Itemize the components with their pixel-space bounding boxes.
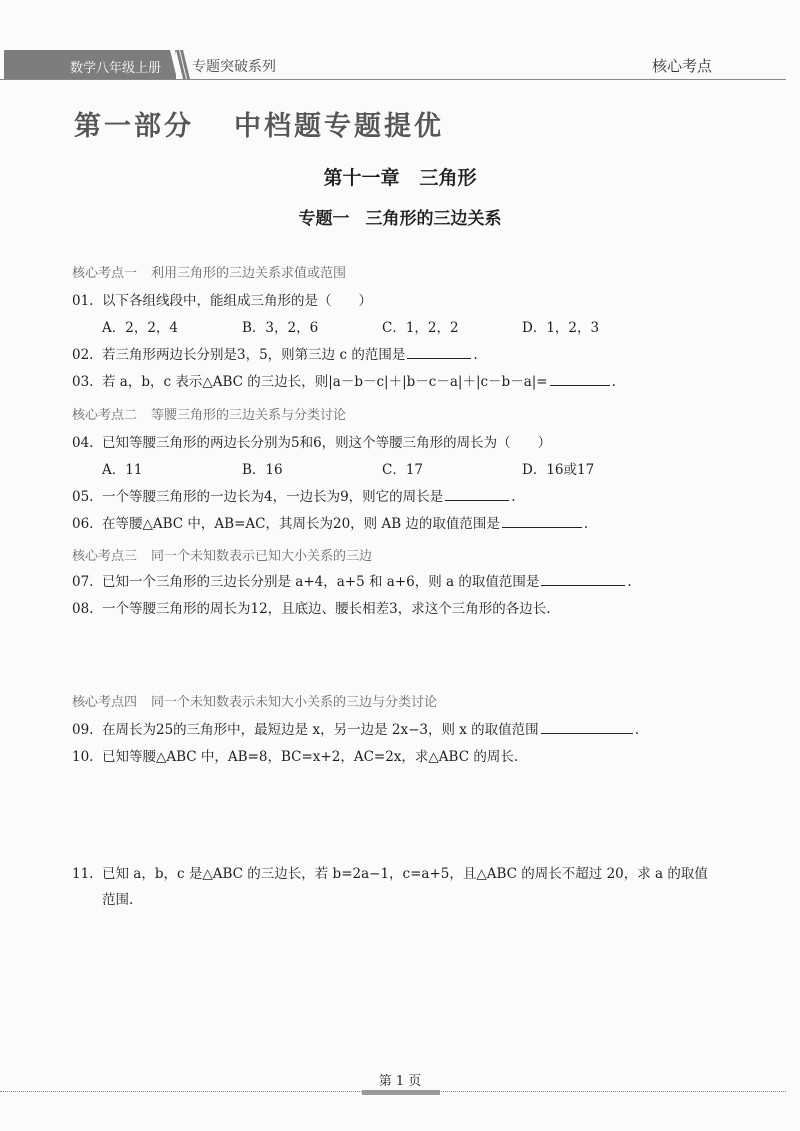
- question-10: 10. 已知等腰△ABC 中，AB=8，BC=x+2，AC=2x，求△ABC 的周长.: [72, 749, 519, 765]
- topic-title: [0, 204, 800, 229]
- part-title: [74, 104, 444, 143]
- question-07: 07. 已知一个三角形的三边长分别是 a+4，a+5 和 a+6，则 a 的取值范围是 .: [72, 570, 632, 590]
- q01-option-c: C．1，2，2: [382, 320, 459, 336]
- answer-blank[interactable]: [550, 371, 610, 386]
- answer-blank[interactable]: [541, 571, 625, 586]
- q04-option-d: D．16或17: [522, 462, 595, 478]
- q01-option-b: B．3，2，6: [242, 320, 319, 336]
- key-point-2-heading: 核心考点二 等腰三角形的三边关系与分类讨论: [72, 408, 347, 423]
- part-title-number: 第一部分: [74, 111, 194, 142]
- chapter-name: 三角形: [419, 167, 477, 189]
- section-label: 核心考点: [652, 57, 713, 75]
- answer-blank[interactable]: [407, 344, 471, 359]
- header-divider: [0, 79, 786, 80]
- chapter-title: [0, 163, 800, 190]
- question-01: 01. 以下各组线段中，能组成三角形的是（ ）: [72, 293, 372, 309]
- question-05: 05. 一个等腰三角形的一边长为4，一边长为9，则它的周长是 .: [72, 485, 515, 505]
- topic-name: 三角形的三边关系: [365, 209, 502, 229]
- answer-blank[interactable]: [541, 719, 633, 734]
- q01-option-a: A．2，2，4: [102, 320, 179, 336]
- q04-option-b: B．16: [242, 462, 283, 478]
- question-04: 04. 已知等腰三角形的两边长分别为5和6，则这个等腰三角形的周长为（ ）: [72, 435, 552, 451]
- question-08: 08. 一个等腰三角形的周长为12，且底边、腰长相差3，求这个三角形的各边长.: [72, 601, 551, 617]
- question-09: 09. 在周长为25的三角形中，最短边是 x，另一边是 2x−3，则 x 的取值范围 .: [72, 718, 639, 738]
- answer-blank[interactable]: [502, 513, 582, 528]
- question-02: 02. 若三角形两边长分别是3，5，则第三边 c 的范围是 .: [72, 343, 478, 363]
- q04-option-c: C．17: [382, 462, 424, 478]
- q04-option-a: A．11: [102, 462, 143, 478]
- header-slash-decoration: [170, 50, 190, 79]
- key-point-4-heading: 核心考点四 同一个未知数表示未知大小关系的三边与分类讨论: [72, 695, 438, 710]
- topic-number: 专题一: [298, 209, 350, 229]
- book-title: 数学八年级上册: [70, 61, 162, 76]
- answer-blank[interactable]: [445, 486, 509, 501]
- q01-option-d: D．1，2，3: [522, 320, 600, 336]
- question-06: 06. 在等腰△ABC 中，AB=AC，其周长为20，则 AB 边的取值范围是 .: [72, 512, 588, 532]
- question-11: 11. 已知 a，b，c 是△ABC 的三边长，若 b=2a−1，c=a+5，且△ABC 的周长不超过 20，求 a 的取值: [72, 866, 708, 882]
- page-number: 第 1 页: [378, 1074, 422, 1089]
- part-title-text: 中档题专题提优: [234, 111, 444, 142]
- key-point-1-heading: 核心考点一 利用三角形的三边关系求值或范围: [72, 266, 347, 281]
- question-11-continuation: 范围.: [102, 892, 134, 908]
- question-03: 03. 若 a，b，c 表示△ABC 的三边长，则|a－b－c|＋|b－c－a|＋|c－b－a|= .: [72, 370, 616, 390]
- chapter-number: 第十一章: [323, 167, 400, 189]
- footer-bar: [362, 1090, 440, 1095]
- key-point-3-heading: 核心考点三 同一个未知数表示已知大小关系的三边: [72, 549, 373, 564]
- series-name: 专题突破系列: [192, 59, 276, 75]
